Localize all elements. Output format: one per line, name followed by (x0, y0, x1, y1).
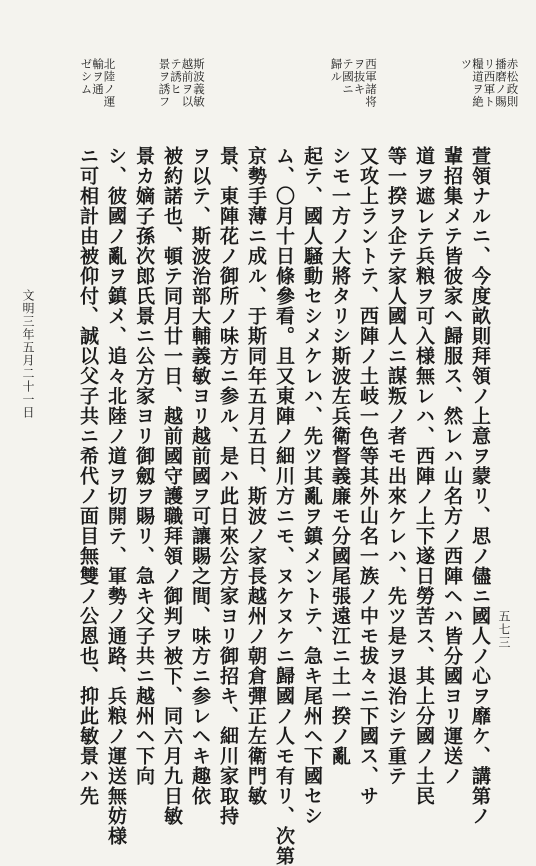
body-column: 輩招集メテ皆彼家ヘ歸服ス、然レハ山名方ノ西陣ヘハ皆分國ヨリ運送ノ (441, 146, 463, 786)
headnote-line: リ西軍ト (482, 58, 497, 108)
headnote-2 (330, 58, 376, 108)
headnote-line: 糧道ヲ絶 (471, 58, 485, 108)
body-column: 景、東陣花ノ御所ノ味方ニ参ル、是ハ此日來公方家ヨリ御招キ、細川家取持 (217, 146, 239, 826)
page-number: 五七三 (497, 610, 511, 649)
headnote-line: 歸ル (329, 58, 344, 83)
headnote-line: 赤松政則 (505, 58, 520, 108)
headnote-line: 景ヲ誘フ (157, 58, 172, 108)
body-column: ム、〇月十日條參看。且又東陣ノ細川方ニモ、ヌケヌケニ歸國ノ人モ有リ、次第 (273, 146, 295, 866)
headnote-3 (158, 58, 204, 108)
headnote-line: 北陸ノ運 (102, 58, 117, 108)
body-column: 京勢手薄ニ成ル、于斯同年五月五日、斯波ノ家長越州ノ朝倉彈正左衛門敏 (245, 146, 267, 806)
headnote-line: 西軍諸将 (364, 58, 378, 108)
body-column: 起テ、國人騒動セシメケレハ、先ツ其亂ヲ鎮メントテ、急キ尾州ヘ下國セシ (301, 146, 323, 826)
headnote-4 (80, 58, 115, 108)
headnote-line: ヲ抜キ (352, 58, 367, 96)
body-column: シモ一方ノ大將タリシ斯波左兵衛督義廉モ分國尾張遠江ニ土一揆ノ亂 (329, 146, 351, 766)
body-column: 被約諾也、頓テ同月廿一日、越前國守護職拜領ノ御判ヲ被下、同六月九日敏 (161, 146, 183, 826)
headnote-line: ゼシム (79, 58, 94, 96)
body-column: ヲ以テ、斯波治部大輔義敏ヨリ越前國ヲ可讓賜之間、味方ニ参レヘキ趣依 (189, 146, 211, 806)
headnote-line: 斯波義敏 (192, 58, 206, 108)
headnote-line: 輸ヲ通 (91, 58, 105, 96)
date-line: 文明三年五月二十一日 (21, 289, 35, 419)
body-column: ニ可相計由被仰付、誠以父子共ニ希代ノ面目無雙ノ公恩也、抑此敏景ハ先 (77, 146, 99, 806)
headnote-line: 越前ヲ以 (180, 58, 195, 108)
body-column: 萱領ナルニ、今度畝則拜領ノ上意ヲ蒙リ、思ノ儘ニ國人ノ心ヲ靡ケ、講第ノ (469, 146, 491, 826)
headnote-1 (460, 58, 518, 108)
headnote-line: ツ (459, 58, 474, 71)
body-column: 道ヲ遮レテ兵粮ヲ可入様無レハ、西陣ノ上下遂日勞苦ス、其上分國ノ土民 (413, 146, 435, 806)
headnote-line: テ國ニ (341, 58, 355, 96)
headnote-line: テ誘ヒ (169, 58, 183, 96)
body-column: 又攻上ラントテ、西陣ノ土岐一色等其外山名一族ノ中モ拔々ニ下國ス、サ (357, 146, 379, 806)
body-column: 等一揆ヲ企テ家人國人ニ謀叛ノ者モ出來ケレハ、先ツ是ヲ退治シテ重テ (385, 146, 407, 786)
body-column: 景カ嫡子孫次郎氏景ニ公方家ヨリ御劔ヲ賜リ、急キ父子共ニ越州ヘ下向 (133, 146, 155, 786)
headnote-line: 播磨ノ賜 (494, 58, 508, 108)
body-column: シ、彼國ノ亂ヲ鎮メ、追々北陸ノ道ヲ切開テ、軍勢ノ通路、兵粮ノ運送無妨様 (105, 146, 127, 846)
